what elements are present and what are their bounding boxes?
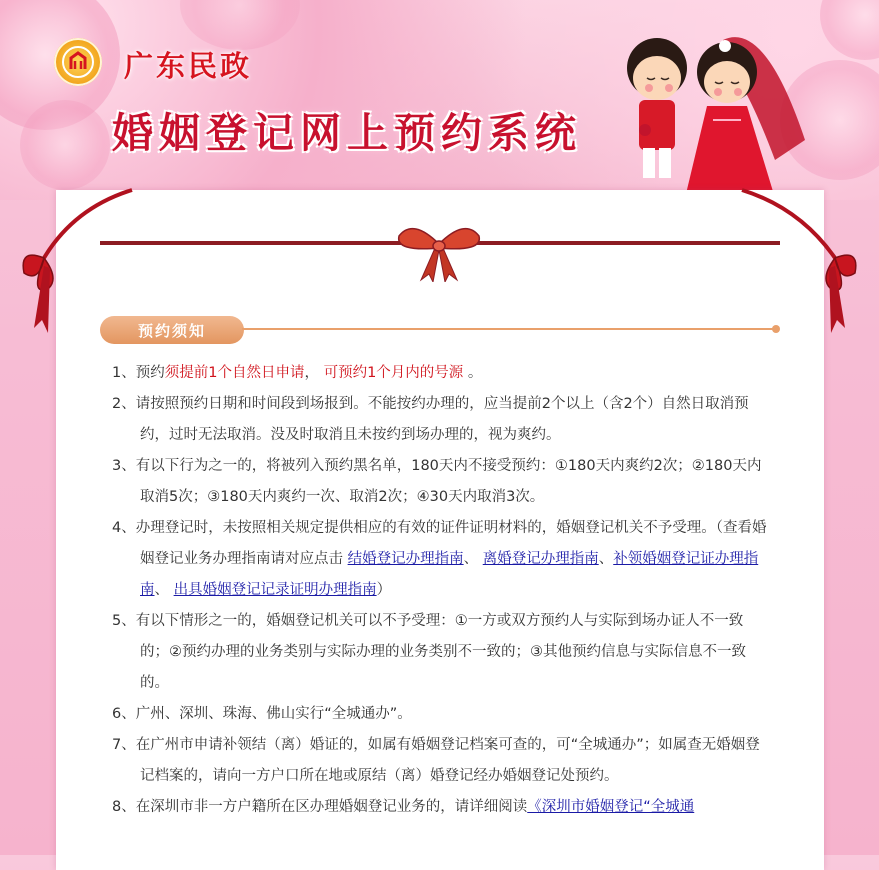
item-number: 8、 [112,799,136,815]
rose-decoration [20,100,110,190]
separator: 、 [154,582,169,598]
system-title: 婚姻登记网上预约系统 [112,109,582,157]
marriage-registration-guide-link[interactable]: 结婚登记办理指南 [347,551,464,567]
separator: 、 [598,551,614,567]
notice-divider-dot [772,325,780,333]
item-text: 请按照预约日期和时间段到场报到。不能按约办理的，应当提前2个以上（含2个）自然日取消预约，过时无法取消。没及时取消且未按约到场办理的，视为爽约。 [135,396,749,443]
notice-item-4 [112,513,772,606]
notice-item-8 [112,792,772,823]
notice-item-7 [112,730,772,792]
wedding-couple-dolls [615,20,815,200]
divorce-registration-guide-link[interactable]: 离婚登记办理指南 [482,551,599,567]
notice-item-3 [112,451,772,513]
rose-decoration [820,0,879,60]
notice-item-2 [112,389,772,451]
item-text: 有以下行为之一的，将被列入预约黑名单，180天内不接受预约：①180天内爽约2次；②180天内取消5次；③180天内爽约一次、取消2次；④30天内取消3次。 [135,458,762,505]
item-text: 。 [467,365,483,381]
item-number: 4、 [112,520,136,536]
notice-item-5 [112,606,772,699]
item-text: 预约 [135,365,165,381]
rose-decoration [180,0,300,50]
notice-divider [242,328,774,330]
notice-item-6 [112,699,772,730]
certificate-reissue-guide-link[interactable]: 补领婚姻登记证办理指南 [140,551,759,598]
item-number: 6、 [112,706,136,722]
item-number: 1、 [112,365,136,381]
ribbon-right-icon [740,188,865,338]
org-name: 广东民政 [124,49,253,83]
separator: 、 [463,551,479,567]
notice-title: 预约须知 [137,321,206,340]
item-text: ） [376,582,392,598]
bow-ribbon-icon [393,222,485,282]
header-banner [0,0,879,200]
item-number: 3、 [112,458,136,474]
highlight-text: 须提前1个自然日申请 [164,365,305,381]
item-text: 广州、深圳、珠海、佛山实行“全城通办”。 [135,706,412,722]
civil-affairs-emblem-icon [54,38,102,86]
item-number: 5、 [112,613,136,629]
highlight-text: 可预约1个月内的号源 [323,365,464,381]
item-number: 7、 [112,737,136,753]
record-certification-guide-link[interactable]: 出具婚姻登记记录证明办理指南 [173,582,377,598]
shenzhen-citywide-guide-link[interactable]: 《深圳市婚姻登记“全城通 [527,799,695,815]
item-text: 在广州市申请补领结（离）婚证的，如属有婚姻登记档案可查的，可“全城通办”；如属查无婚姻登记档案的，请向一方户口所在地或原结（离）婚登记经办婚姻登记处预约。 [135,737,760,784]
item-number: 2、 [112,396,136,412]
item-text: 在深圳市非一方户籍所在区办理婚姻登记业务的，请详细阅读 [135,799,528,815]
item-text: 有以下情形之一的，婚姻登记机关可以不予受理：①一方或双方预约人与实际到场办证人不一致的；②预约办理的业务类别与实际办理的业务类别不一致的；③其他预约信息与实际信息不一致的。 [135,613,746,691]
notice-item-1 [112,358,772,389]
item-text: 办理登记时，未按照相关规定提供相应的有效的证件证明材料的，婚姻登记机关不予受理。（查看婚姻登记业务办理指南请对应点击 [135,520,767,567]
notice-title-tag [100,316,244,344]
notice-list [112,358,772,823]
item-text: ， [304,365,319,381]
